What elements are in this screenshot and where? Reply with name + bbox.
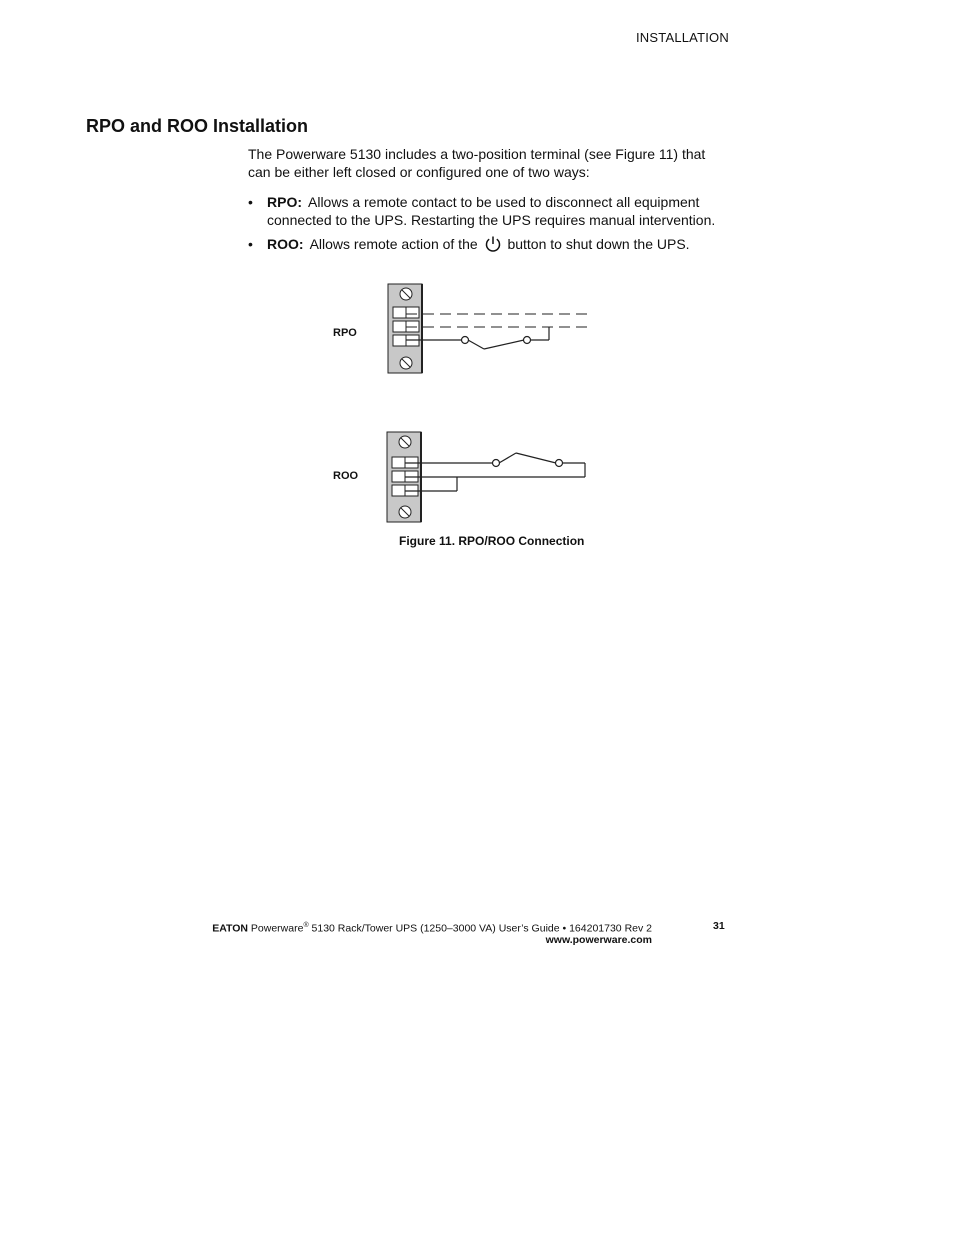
rpo-description: Allows a remote contact to be used to disconnect all equipment connected to the UPS. Restarting the UPS requires manual intervention. [267,194,716,228]
rpo-roo-diagram [320,276,610,536]
roo-description-end: button to shut down the UPS. [507,236,690,252]
intro-paragraph: The Powerware 5130 includes a two-position terminal (see Figure 11) that can be either left closed or configured one of two ways: [248,146,706,180]
section-header: INSTALLATION [636,30,729,45]
rpo-terminal-block [388,284,422,373]
footer-brand: EATON [212,922,248,935]
rpo-term: RPO: [267,194,302,210]
page-title: RPO and ROO Installation [86,116,309,136]
figure-caption: Figure 11. RPO/ROO Connection [399,534,585,548]
footer-product: Powerware [250,922,304,935]
list-item-roo [248,235,738,253]
roo-description-start: Allows remote action of the [309,236,478,252]
options-list [248,193,738,259]
bullet: • [248,194,253,210]
registered-mark: ® [303,922,309,929]
wiring-diagram [320,276,610,536]
footer-details: 5130 Rack/Tower UPS (1250–3000 VA) User’s Guide • 164201730 Rev 2 [311,922,652,935]
page-number: 31 [713,920,725,932]
bullet: • [248,236,253,252]
roo-label: ROO [333,470,359,482]
footer-info [207,920,652,946]
rpo-label: RPO [333,327,357,339]
power-icon [484,235,502,253]
roo-term: ROO: [267,236,304,252]
list-item-rpo [248,193,738,229]
footer-url: www.powerware.com [545,933,652,946]
